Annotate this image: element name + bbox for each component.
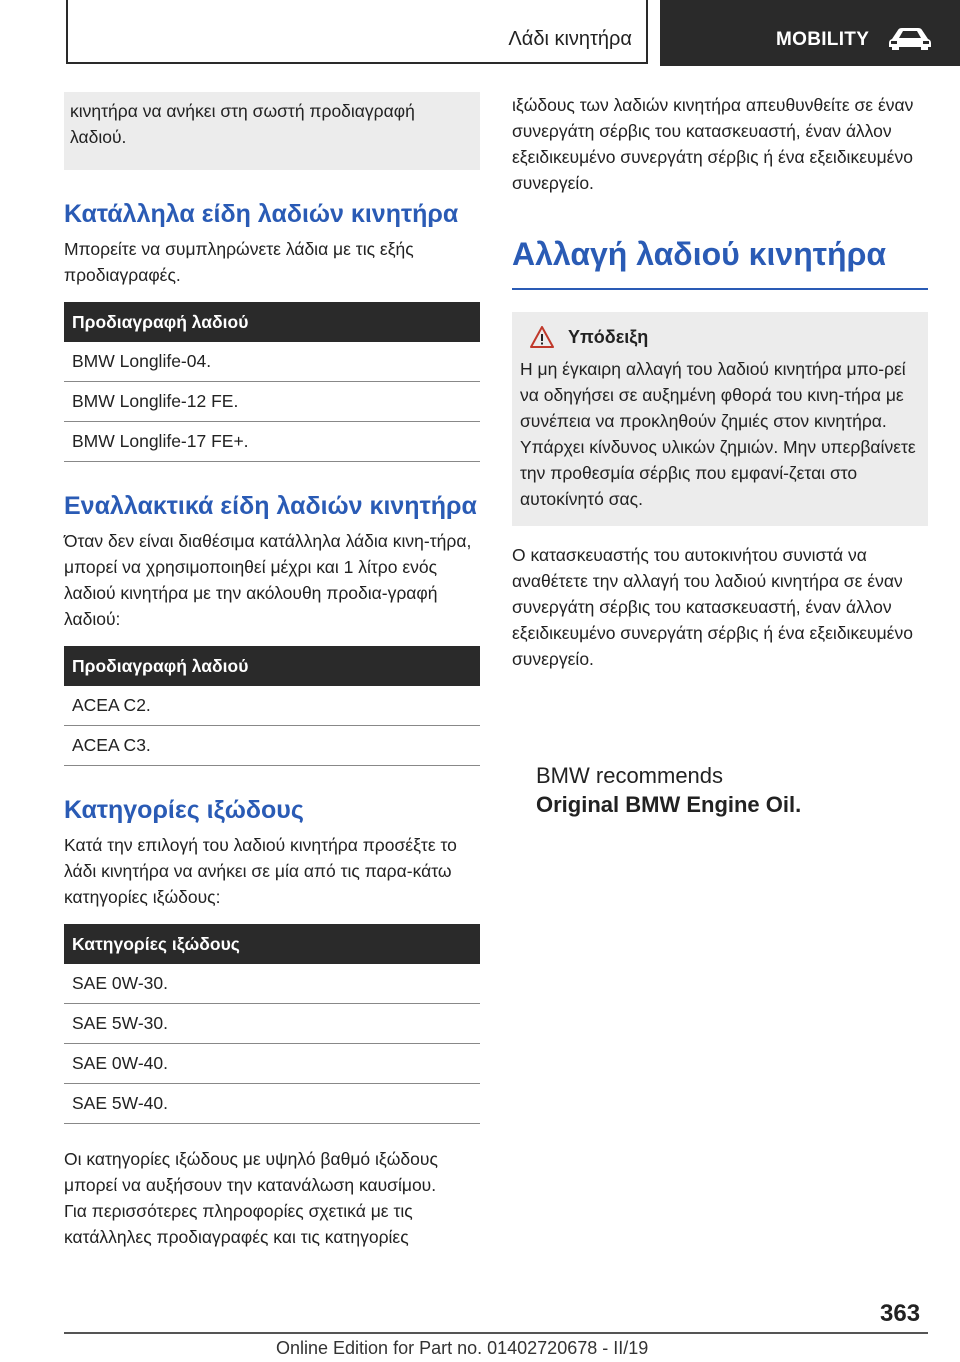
table-row: SAE 5W-40. [64,1084,480,1124]
header-title-box [66,0,648,64]
table-row: ACEA C2. [64,686,480,726]
table-row: SAE 5W-30. [64,1004,480,1044]
manufacturer-recommendation-text: Ο κατασκευαστής του αυτοκινήτου συνιστά να αναθέτετε την αλλαγή του λαδιού κινητήρα σε έναν συνεργάτη σέρβις του κατασκευαστή, έναν άλλον εξειδικευμένο συνεργάτη σέρβις ή ένα εξειδικευμένο συνεργείο. [512,545,913,669]
section-heading-suitable-oils: Κατάλληλα είδη λαδιών κινητήρα [64,200,459,228]
main-heading-oil-change: Αλλαγή λαδιού κινητήρα [512,236,887,272]
note-title: Υπόδειξη [568,326,649,347]
table-row: ACEA C3. [64,726,480,766]
right-column [512,92,928,817]
recommend-line1: BMW recommends [536,763,724,788]
alt-oil-spec-table [64,646,480,766]
table-row: BMW Longlife-12 FE. [64,382,480,422]
section-heading-viscosity: Κατηγορίες ιξώδους [64,796,304,824]
table-header: Προδιαγραφή λαδιού [64,646,480,686]
viscosity-note: Οι κατηγορίες ιξώδους με υψηλό βαθμό ιξώδους μπορεί να αυξήσουν την κατανάλωση καυσίμου. [64,1149,438,1195]
more-info-text: Για περισσότερες πληροφορίες σχετικά με τις κατάλληλες προδιαγραφές και τις κατηγορίες [64,1201,413,1247]
note-box [512,312,928,526]
page-header [0,0,960,66]
edition-text: Online Edition for Part no. 01402720678 - II/19 [276,1338,649,1358]
note-text: Η μη έγκαιρη αλλαγή του λαδιού κινητήρα μπο-ρεί να οδηγήσει σε αυξημένη φθορά του κινη-τήρα με συνέπεια να προκληθούν ζημιές στον κινητήρα. Υπάρχει κίνδυνος υλικών ζημιών. Μην υπερβαίνετε την προθεσμία σέρβις που εμφανί-ζεται στο αυτοκίνητό σας. [520,359,916,509]
section-text-suitable-oils: Μπορείτε να συμπληρώνετε λάδια με τις εξής προδιαγραφές. [64,239,414,285]
oil-spec-table [64,302,480,462]
car-icon [888,26,932,50]
table-row: BMW Longlife-17 FE+. [64,422,480,462]
intro-box [64,92,480,170]
left-column [64,92,480,1250]
header-brand-box [660,0,960,66]
section-text-alternative-oils: Όταν δεν είναι διαθέσιμα κατάλληλα λάδια κινη-τήρα, μπορεί να χρησιμοποιηθεί μέχρι και 1 λίτρο ενός λαδιού κινητήρα με την ακόλουθη προδια-γραφή λαδιού: [64,531,472,629]
table-row: BMW Longlife-04. [64,342,480,382]
heading-rule [512,288,928,290]
continued-text: ιξώδους των λαδιών κινητήρα απευθυνθείτε σε έναν συνεργάτη σέρβις του κατασκευαστή, έναν άλλον εξειδικευμένο συνεργάτη σέρβις ή ένα εξειδικευμένο συνεργείο. [512,95,914,193]
bmw-recommends-badge [536,762,801,820]
chapter-title: Λάδι κινητήρα [508,28,632,50]
warning-icon [530,326,554,348]
intro-text: κινητήρα να ανήκει στη σωστή προδιαγραφή λαδιού. [70,101,415,147]
viscosity-table [64,924,480,1124]
mobility-label: MOBILITY [776,29,870,50]
page-number: 363 [880,1300,921,1327]
section-heading-alternative-oils: Εναλλακτικά είδη λαδιών κινητήρα [64,492,477,520]
table-row: SAE 0W-30. [64,964,480,1004]
recommend-line2: Original BMW Engine Oil. [536,792,802,817]
table-header: Προδιαγραφή λαδιού [64,302,480,342]
table-header: Κατηγορίες ιξώδους [64,924,480,964]
table-row: SAE 0W-40. [64,1044,480,1084]
footer-rule [64,1332,928,1334]
section-text-viscosity: Κατά την επιλογή του λαδιού κινητήρα προσέξτε το λάδι κινητήρα να ανήκει σε μία από τις παρα-κάτω κατηγορίες ιξώδους: [64,835,457,907]
